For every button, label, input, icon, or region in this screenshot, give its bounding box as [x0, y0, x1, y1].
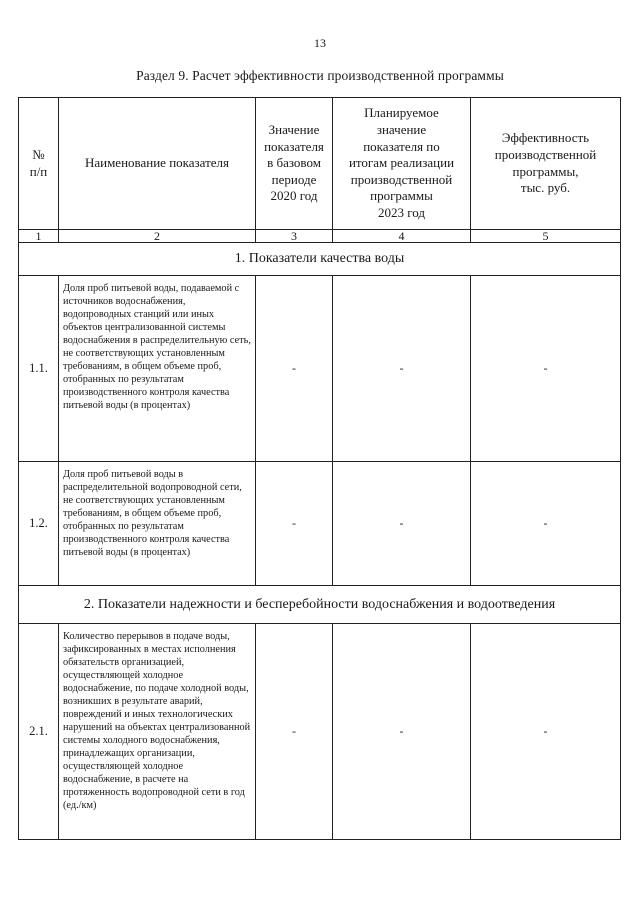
header-planned	[333, 98, 471, 230]
header-row	[19, 98, 621, 230]
header-label-line: №	[32, 146, 45, 162]
column-number: 2	[59, 230, 256, 243]
header-label-line: показателя по	[363, 138, 440, 154]
row-number: 1.2.	[19, 462, 59, 586]
header-efficiency	[471, 98, 621, 230]
header-name	[59, 98, 256, 230]
header-label-line: Планируемое	[364, 105, 439, 121]
section-title: 1. Показатели качества воды	[19, 243, 621, 276]
header-label-line: значение	[376, 121, 427, 137]
header-label-line: 2020 год	[270, 188, 318, 204]
header-label-line: периоде	[271, 171, 317, 187]
header-label-line: программы	[370, 188, 433, 204]
header-base	[256, 98, 333, 230]
base-value: -	[256, 462, 333, 586]
header-num	[19, 98, 59, 230]
planned-value: -	[333, 624, 471, 840]
column-number: 4	[333, 230, 471, 243]
column-number: 5	[471, 230, 621, 243]
efficiency-table	[18, 97, 621, 840]
header-label-line: показателя	[264, 138, 324, 154]
header-label-line: в базовом	[267, 155, 321, 171]
efficiency-value: -	[471, 624, 621, 840]
row-number: 2.1.	[19, 624, 59, 840]
indicator-name: Доля проб питьевой воды в распределительной водопроводной сети, не соответствующих установленным требованиям, в общем объеме проб, отобранных по результатам производственного контроля качества питьевой воды (в процентах)	[59, 462, 256, 586]
header-label-line: итогам реализации	[348, 155, 455, 171]
header-label-line: тыс. руб.	[520, 180, 571, 196]
header-label-line: Значение	[268, 121, 320, 137]
table-row	[19, 462, 621, 586]
planned-value: -	[333, 462, 471, 586]
indicator-name: Количество перерывов в подаче воды, зафиксированных в местах исполнения обязательств организацией, осуществляющей холодное водоснабжение, по подаче холодной воды, возникших в результате аварий, повреждений и иных технологических нарушений на объектах централизованной системы холодного водоснабжения, принадлежащих организации, осуществляющей холодное водоснабжение, в расчете на протяженность водопроводной сети в год (ед./км)	[59, 624, 256, 840]
section-heading: Раздел 9. Расчет эффективности производственной программы	[136, 68, 504, 83]
page-number: 13	[314, 36, 326, 50]
planned-value: -	[333, 276, 471, 462]
column-number-row	[19, 230, 621, 243]
header-label-line: производственной	[494, 146, 597, 162]
indicator-name: Доля проб питьевой воды, подаваемой с источников водоснабжения, водопроводных станций или иных объектов централизованной системы водоснабжения в распределительную сеть, не соответствующих установленным требованиям, в общем объеме проб, отобранных по результатам производственного контроля качества питьевой воды (в процентах)	[59, 276, 256, 462]
column-number: 1	[19, 230, 59, 243]
section-row	[19, 586, 621, 624]
header-label-line: 2023 год	[378, 205, 425, 221]
base-value: -	[256, 624, 333, 840]
header-label-line: программы,	[512, 163, 579, 179]
base-value: -	[256, 276, 333, 462]
efficiency-value: -	[471, 276, 621, 462]
section-title: 2. Показатели надежности и бесперебойности водоснабжения и водоотведения	[19, 586, 621, 624]
header-label-line: Наименование показателя	[84, 155, 230, 171]
header-label-line: п/п	[29, 163, 48, 179]
row-number: 1.1.	[19, 276, 59, 462]
efficiency-value: -	[471, 462, 621, 586]
table-row	[19, 624, 621, 840]
header-label-line: производственной	[350, 171, 453, 187]
table-row	[19, 276, 621, 462]
header-label-line: Эффективность	[501, 130, 590, 146]
section-row	[19, 243, 621, 276]
column-number: 3	[256, 230, 333, 243]
